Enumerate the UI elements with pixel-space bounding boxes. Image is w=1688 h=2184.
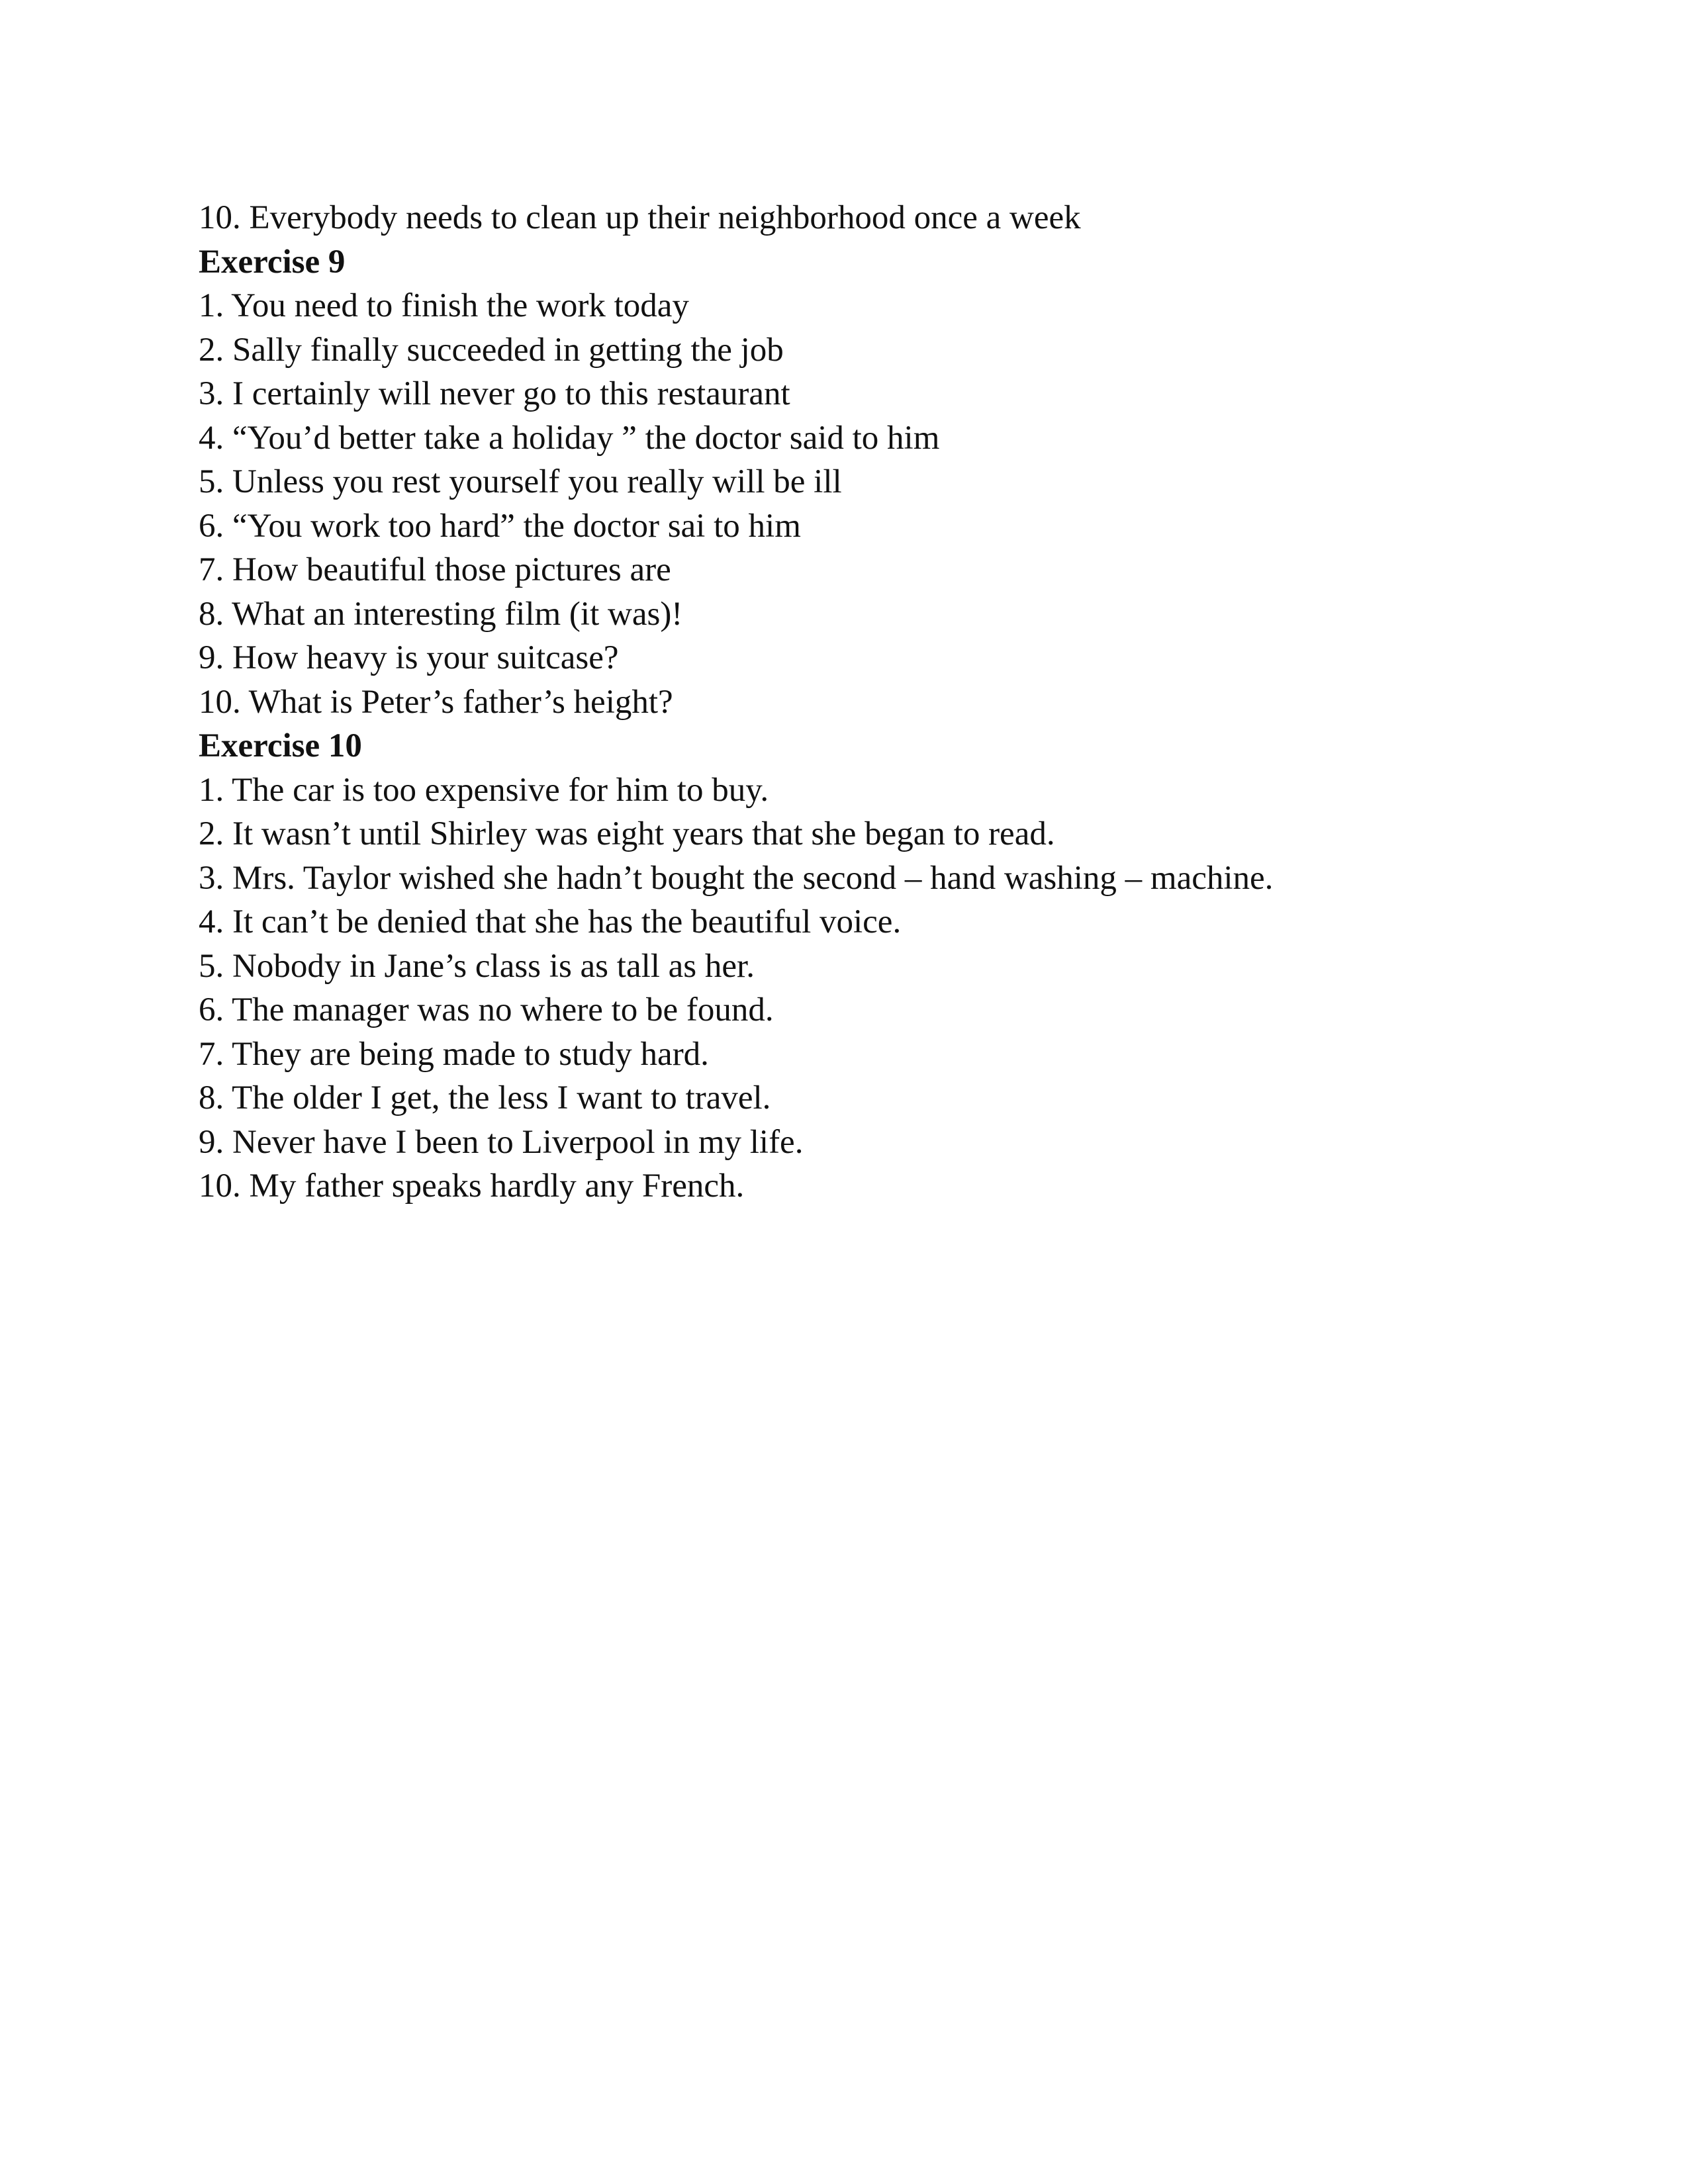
exercise-10-item: 7. They are being made to study hard. [199,1035,709,1073]
exercise-9-item: 1. You need to finish the work today [199,287,689,324]
exercise-10-item: 8. The older I get, the less I want to travel. [199,1079,771,1116]
exercise-10-item: 4. It can’t be denied that she has the beautiful voice. [199,903,902,940]
exercise-9-item: 9. How heavy is your suitcase? [199,639,619,676]
exercise-9-item: 4. “You’d better take a holiday ” the doctor said to him [199,419,940,457]
exercise-10-item: 10. My father speaks hardly any French. [199,1167,745,1205]
exercise-10-item: 2. It wasn’t until Shirley was eight years that she began to read. [199,815,1055,852]
exercise-9-item: 5. Unless you rest yourself you really will be ill [199,463,842,500]
exercise-9-item: 8. What an interesting film (it was)! [199,595,683,633]
exercise-10-item: 5. Nobody in Jane’s class is as tall as her. [199,947,755,985]
exercise-9-item: 10. What is Peter’s father’s height? [199,683,673,721]
exercise-9-item: 3. I certainly will never go to this restaurant [199,375,790,412]
exercise-10-item: 3. Mrs. Taylor wished she hadn’t bought the second – hand washing – machine. [199,859,1274,897]
exercise-9-item: 2. Sally finally succeeded in getting the job [199,331,784,369]
exercise-10-item: 6. The manager was no where to be found. [199,991,774,1028]
previous-item-line: 10. Everybody needs to clean up their neighborhood once a week [199,199,1081,236]
exercise-9-heading: Exercise 9 [199,243,346,281]
exercise-10-item: 9. Never have I been to Liverpool in my life. [199,1123,804,1161]
exercise-10-heading: Exercise 10 [199,727,362,764]
answer-text-block [199,196,1523,1208]
exercise-9-item: 6. “You work too hard” the doctor sai to him [199,507,801,545]
exercise-9-item: 7. How beautiful those pictures are [199,551,671,588]
exercise-10-item: 1. The car is too expensive for him to buy. [199,771,769,809]
